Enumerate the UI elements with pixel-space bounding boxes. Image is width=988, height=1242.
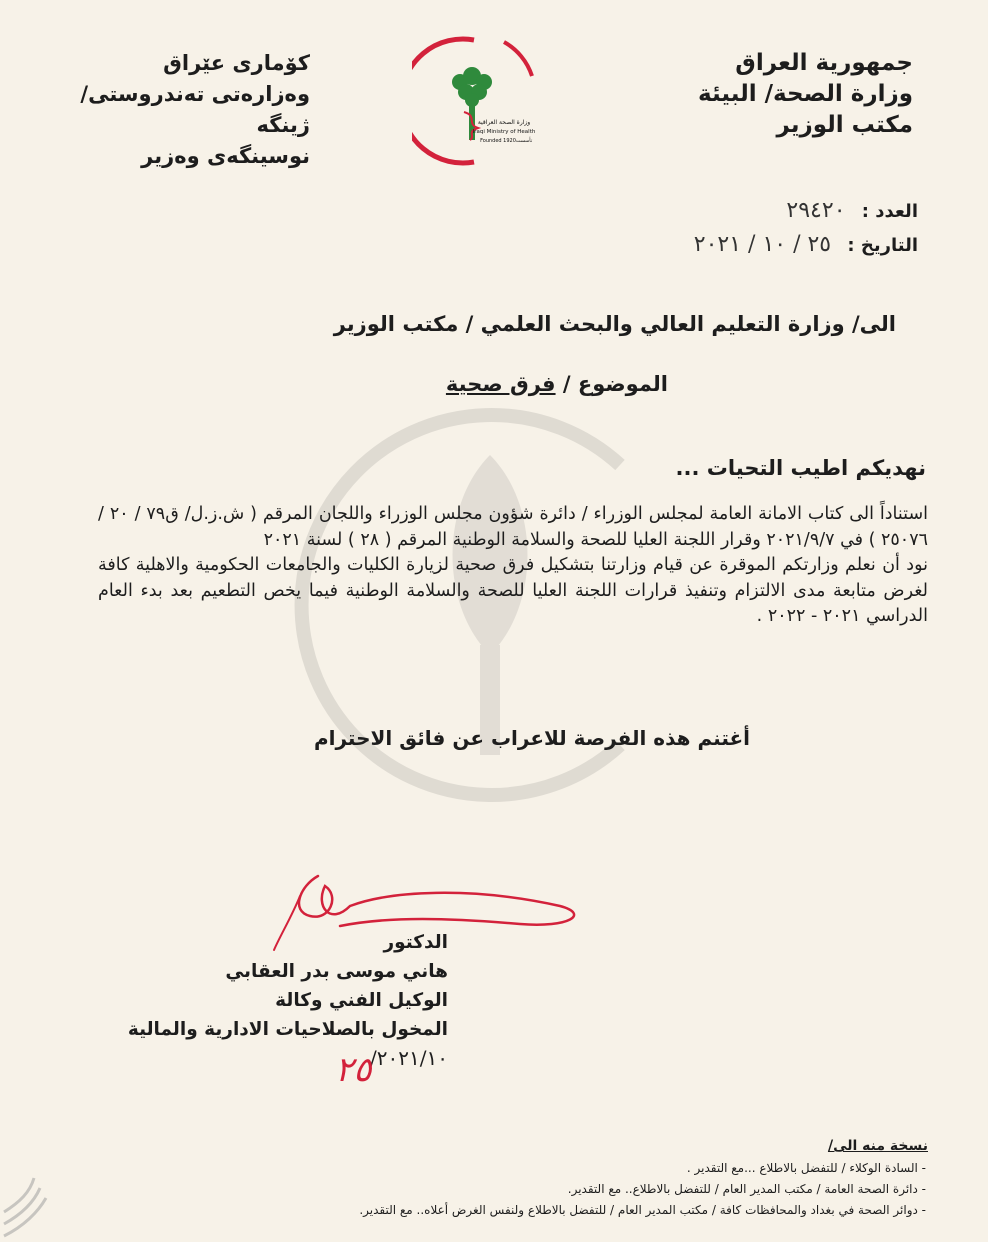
signature-position-1: الوكيل الفني وكالة xyxy=(275,990,448,1011)
subject-label: الموضوع / xyxy=(562,372,668,396)
subject-value: فرق صحية xyxy=(445,372,556,396)
letter-number-value: ٢٩٤٢٠ xyxy=(786,198,846,223)
header-kurdish-country: کۆماری عێراق xyxy=(163,51,310,75)
body-paragraph-1: استناداً الى كتاب الامانة العامة لمجلس الوزراء / دائرة شؤون مجلس الوزراء واللجان المرقم ( ش.ز.ل/ ق٧٩ / ٢٠ / ٢٥٠٧٦ ) في ٢٠٢١/٩/٧ وقرار اللجنة العليا للصحة والسلامة الوطنية المرقم ( ٢٨ ) لسنة ٢٠٢١ xyxy=(98,504,928,550)
signature-title: الدكتور xyxy=(383,932,448,953)
letter-body xyxy=(98,502,928,630)
logo-name-ar: وزارة الصحة العراقية xyxy=(477,119,531,126)
copies-item: - دائرة الصحة العامة / مكتب المدير العام / للتفضل بالاطلاع.. مع التقدير. xyxy=(567,1182,926,1196)
header-kurdish-ministry: وەزارەتی تەندروستی/ ژینگە xyxy=(80,82,310,137)
header-arabic xyxy=(693,48,913,141)
greeting: نهديكم اطيب التحيات ... xyxy=(675,456,926,480)
copies-item: - السادة الوكلاء / للتفضل بالاطلاع ...مع التقدير . xyxy=(686,1161,926,1175)
recipient: الى/ وزارة التعليم العالي والبحث العلمي / مكتب الوزير xyxy=(333,312,896,336)
logo-founded: Founded 1920 xyxy=(480,138,516,144)
signature-position-2: المخول بالصلاحيات الادارية والمالية xyxy=(127,1019,448,1040)
copies-title: نسخة منه الى/ xyxy=(827,1138,928,1154)
signature-date: ٢٠٢١/١٠/ xyxy=(370,1046,448,1070)
signature-name: هاني موسى بدر العقابي xyxy=(225,961,448,982)
body-paragraph-2: نود أن نعلم وزارتكم الموقرة عن قيام وزارتنا بتشكيل فرق صحية لزيارة الكليات والجامعات الحكومية والاهلية كافة لغرض متابعة مدى الالتزام وتنفيذ قرارات اللجنة العليا للصحة والسلامة الوطنية فيما يخص التطعيم بعد بدء العام الدراسي ٢٠٢١ - ٢٠٢٢ . xyxy=(98,555,928,626)
header-arabic-office: مكتب الوزير xyxy=(776,112,913,138)
header-arabic-country: جمهورية العراق xyxy=(735,50,913,76)
subject-line xyxy=(268,372,668,396)
header-arabic-ministry: وزارة الصحة/ البيئة xyxy=(698,81,913,107)
letter-date xyxy=(518,232,918,257)
letter-number xyxy=(518,198,918,223)
letter-date-label: التاريخ : xyxy=(847,235,918,256)
copies-list xyxy=(166,1158,926,1221)
signature-handwritten-day: ٢٥ xyxy=(335,1050,372,1090)
header-kurdish-office: نوسینگەی وەزیر xyxy=(141,144,310,168)
copies-item: - دوائر الصحة في بغداد والمحافظات كافة / مكتب المدير العام / للتفضل بالاطلاع ولنفس الغرض أعلاه.. مع التقدير. xyxy=(359,1203,926,1217)
letter-number-label: العدد : xyxy=(861,201,918,222)
closing-line: أغتنم هذه الفرصة للاعراب عن فائق الاحترام xyxy=(313,726,750,750)
header-kurdish xyxy=(30,48,310,172)
logo-founded-ar: تأسست xyxy=(515,138,533,144)
signature-block xyxy=(28,928,448,1073)
logo-name-en: Iraqi Ministry of Health xyxy=(472,129,536,135)
corner-emblem-icon xyxy=(0,1172,48,1242)
letter-date-value: ٢٥ / ١٠ / ٢٠٢١ xyxy=(693,232,832,257)
ministry-logo xyxy=(412,36,542,166)
